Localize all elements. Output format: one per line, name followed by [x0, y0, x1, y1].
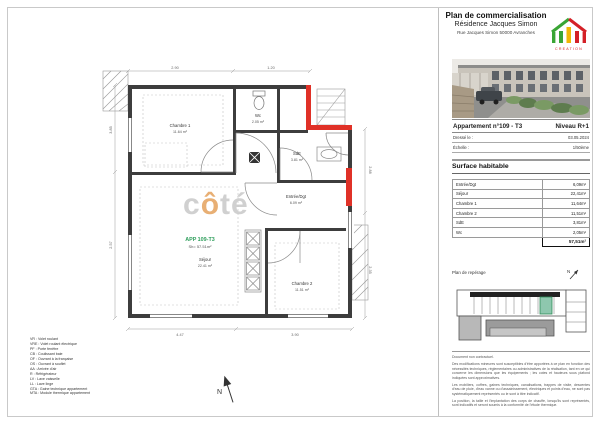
total-spacer	[453, 237, 543, 247]
scale-row	[452, 143, 590, 153]
table-row	[453, 189, 590, 199]
legend-item: PF : Porte fenêtre	[30, 346, 59, 351]
legend-item: R : Réfrigérateur	[30, 371, 57, 376]
dim-right-1: 2.88	[368, 166, 372, 174]
room-chambre2-name: Chambre 2	[291, 281, 313, 286]
drawn-date-value: 03.05.2024	[568, 135, 589, 140]
legend-item: CB : Coulissant baie	[30, 351, 63, 356]
logo-caption: CREATION	[555, 47, 583, 51]
apartment-info-block	[452, 119, 590, 161]
dim-top-2: 1.20	[267, 66, 275, 70]
sheet-header	[444, 11, 548, 35]
disclaimer-title: Document non contractuel.	[452, 355, 494, 359]
table-row	[453, 218, 590, 228]
technical-duct	[249, 152, 260, 163]
surface-row-label: Chambre 2	[453, 208, 543, 218]
table-total-row	[453, 237, 590, 247]
legend-item: OF : Ouvrant à la française	[30, 356, 74, 361]
surface-row-label: Entrée/Dgt	[453, 180, 543, 190]
dim-right-2: 2.35	[368, 266, 372, 274]
room-sde-area: 3.81 m²	[290, 158, 304, 162]
surface-section-title: Surface habitable	[452, 163, 590, 174]
room-wc-area: 2.05 m²	[251, 120, 265, 124]
apartment-row	[452, 119, 590, 133]
room-entree-name: Entrée/Dgt	[285, 194, 307, 199]
sheet-title: Plan de commercialisation	[445, 11, 547, 20]
room-wc-name: Wc	[254, 113, 262, 118]
table-row	[453, 227, 590, 237]
apartment-number: Appartement n°109 - T3	[453, 122, 523, 130]
legend-item: MTA : Module thermique appartement	[30, 391, 91, 396]
room-sde-name: SdE	[293, 151, 301, 156]
legend-item: AA : Arrivée d'air	[30, 366, 57, 371]
watermark-accent: ô	[200, 188, 221, 221]
surface-row-label: Séjour	[453, 189, 543, 199]
legend-item: LL : Lave linge	[30, 381, 54, 386]
table-row	[453, 208, 590, 218]
surface-section	[452, 163, 590, 247]
dim-left-1: 3.85	[109, 126, 113, 134]
room-sejour-area: 22.41 m²	[197, 264, 213, 268]
room-chambre2-area: 11.51 m²	[295, 288, 309, 292]
hatch-right-strip	[352, 225, 368, 300]
scale-value: 1/50ème	[572, 145, 589, 150]
building-photo	[452, 59, 590, 118]
surface-table	[452, 179, 590, 247]
room-entree-area: 6.09 m²	[289, 201, 303, 205]
legend-item: VRE : Volet roulant électrique	[30, 341, 77, 346]
residence-name: Résidence Jacques Simon	[454, 21, 538, 28]
keyplan-north-label: N	[567, 269, 571, 274]
north-label: N	[217, 389, 223, 396]
drawn-date-label: Dressé le :	[453, 135, 474, 140]
room-chambre1-name: Chambre 1	[169, 123, 191, 128]
drawn-date-row	[452, 133, 590, 143]
disclaimer-paragraph: La position, la taille et l'implantation des corps de chauffe, lorsqu'ils sont représentés, sont indicatifs et seront soumis à la conformité de l'étude thermique.	[452, 398, 590, 408]
disclaimer-paragraph: Les mobiliers, coffres, gaines techniques, canalisations, trappes de visite, descentes d'eau de pluie, d'eau vanne ou d'assainissement, électriques et points d'eau, ne sont pas systématiquement représentés ou le sont à titre indicatif.	[452, 382, 590, 396]
table-row	[453, 180, 590, 190]
surface-row-value: 11,64m²	[543, 199, 590, 209]
room-sejour-name: Séjour	[198, 257, 212, 262]
keyplan-drawing	[454, 284, 590, 344]
hatch-top-left	[103, 71, 128, 111]
dim-bottom-2: 3.90	[291, 333, 299, 337]
surface-row-value: 6,09m²	[543, 180, 590, 190]
residence-address: Rue Jacques Simon 50000 Avranches	[457, 30, 535, 35]
panel-divider	[438, 8, 439, 416]
cote-watermark: côté	[183, 188, 249, 221]
scale-label: Échelle :	[453, 145, 470, 150]
apartment-level: Niveau R+1	[555, 122, 589, 130]
dim-bottom-1: 4.47	[176, 333, 184, 337]
apartment-surface-label: Sh= 57.51m²	[188, 244, 212, 249]
disclaimer-block	[452, 355, 590, 410]
keyplan-north-arrow-icon	[566, 266, 582, 282]
disclaimer-divider	[452, 351, 590, 352]
surface-total-value: 57,51m²	[543, 237, 590, 247]
staircase	[317, 89, 345, 125]
surface-row-value: 3,81m²	[543, 218, 590, 228]
surface-row-label: SdE	[453, 218, 543, 228]
legend-item: GTA : Gaine technique appartement	[30, 386, 88, 391]
abbreviation-legend	[30, 337, 90, 396]
legend-item: LV : Lave vaisselle	[30, 376, 60, 381]
room-chambre1-area: 11.64 m²	[173, 130, 187, 134]
sink-fixture	[317, 147, 341, 161]
section-divider	[452, 159, 590, 161]
keyplan-highlighted-unit	[540, 297, 552, 314]
table-row	[453, 199, 590, 209]
dim-top-1: 2.90	[171, 66, 179, 70]
north-arrow-icon	[215, 372, 243, 408]
surface-row-label: Wc	[453, 227, 543, 237]
surface-row-value: 2,05m²	[543, 227, 590, 237]
disclaimer-paragraph: Des modifications mineures sont susceptibles d'être apportées à ce plan en fonction des nécessités techniques, réglementaires ou administratives de la réalisation, tant en ce qui concerne les dimensions que les équipements ; les cotes et hauteurs sous plafond indiquées sont approximatives.	[452, 362, 590, 380]
dim-left-2: 2.57	[109, 241, 113, 249]
kitchen-counter	[245, 230, 261, 292]
surface-row-value: 11,51m²	[543, 208, 590, 218]
surface-row-label: Chambre 1	[453, 199, 543, 209]
surface-row-value: 22,41m²	[543, 189, 590, 199]
apartment-code-label: APP 109-T3	[185, 237, 215, 243]
legend-item: OS : Ouvrant à souflet	[30, 361, 66, 366]
developer-logo-icon	[549, 16, 589, 54]
toilet-fixture	[253, 91, 265, 110]
legend-item: VR : Volet roulant	[30, 337, 58, 341]
keyplan-title: Plan de repérage	[452, 270, 486, 275]
